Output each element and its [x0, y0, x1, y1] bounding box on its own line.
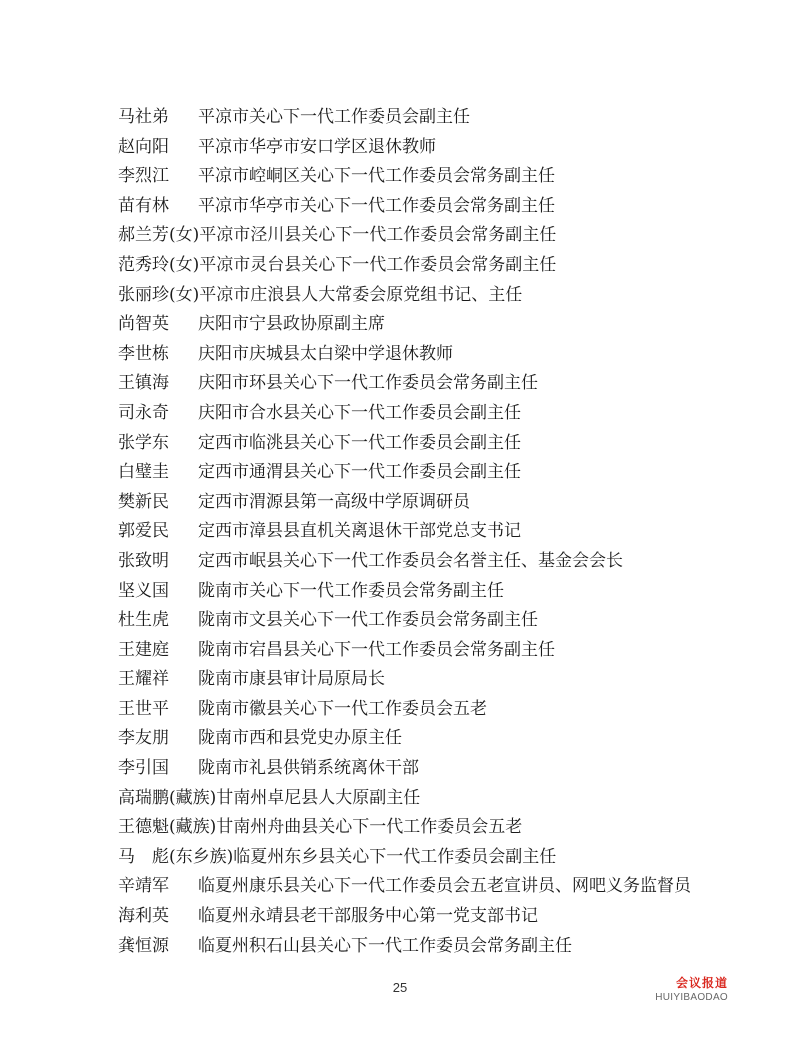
person-position: 定西市渭源县第一高级中学原调研员 [198, 491, 470, 512]
person-position: 平凉市关心下一代工作委员会副主任 [198, 107, 470, 127]
person-position: 定西市岷县关心下一代工作委员会名誉主任、基金会会长 [198, 550, 623, 571]
person-name: 杜生虎 [118, 610, 169, 631]
person-name: 李友朋 [118, 728, 169, 749]
person-position: 张丽珍(女)平凉市庄浪县人大常委会原党组书记、主任 [118, 284, 523, 305]
list-item [118, 192, 738, 222]
list-item [118, 310, 738, 340]
person-position: 庆阳市宁县政协原副主席 [198, 314, 385, 335]
person-position: 平凉市崆峒区关心下一代工作委员会常务副主任 [198, 166, 555, 187]
person-position: 临夏州永靖县老干部服务中心第一党支部书记 [198, 906, 538, 927]
person-name: 赵向阳 [118, 136, 169, 157]
list-item [118, 369, 738, 399]
list-item [118, 665, 738, 695]
list-item [118, 754, 738, 784]
person-name: 王镇海 [118, 373, 169, 394]
list-item [118, 251, 738, 281]
list-item [118, 488, 738, 518]
person-name: 李世栋 [118, 343, 169, 364]
person-position: 平凉市华亭市关心下一代工作委员会常务副主任 [198, 195, 555, 216]
list-item [118, 902, 738, 932]
person-name: 李烈江 [118, 166, 169, 187]
list-item [118, 340, 738, 370]
person-position: 定西市通渭县关心下一代工作委员会副主任 [198, 462, 521, 483]
person-position: 定西市漳县县直机关离退休干部党总支书记 [198, 521, 521, 542]
person-name: 海利英 [118, 906, 169, 927]
person-position: 陇南市礼县供销系统离休干部 [198, 758, 419, 779]
person-name: 李引国 [118, 758, 169, 779]
person-name: 张致明 [118, 550, 169, 571]
list-item [118, 281, 738, 311]
person-position: 陇南市康县审计局原局长 [198, 669, 385, 690]
list-item [118, 458, 738, 488]
person-position: 陇南市徽县关心下一代工作委员会五老 [198, 698, 487, 719]
list-item [118, 695, 738, 725]
honoree-list [118, 103, 738, 961]
person-position: 高瑞鹏(藏族)甘南州卓尼县人大原副主任 [118, 787, 421, 808]
brand-en: HUIYIBAODAO [655, 992, 728, 1003]
person-position: 庆阳市合水县关心下一代工作委员会副主任 [198, 402, 521, 423]
list-item [118, 517, 738, 547]
person-position: 定西市临洮县关心下一代工作委员会副主任 [198, 432, 521, 453]
person-position: 陇南市文县关心下一代工作委员会常务副主任 [198, 610, 538, 631]
person-position: 临夏州积石山县关心下一代工作委员会常务副主任 [198, 935, 572, 956]
list-item [118, 932, 738, 962]
person-position: 庆阳市环县关心下一代工作委员会常务副主任 [198, 373, 538, 394]
person-name: 马社弟 [118, 107, 169, 127]
list-item [118, 724, 738, 754]
person-name: 司永奇 [118, 402, 169, 423]
list-item [118, 813, 738, 843]
person-position: 临夏州康乐县关心下一代工作委员会五老宣讲员、网吧义务监督员 [198, 876, 691, 897]
person-name: 尚智英 [118, 314, 169, 335]
person-name: 王耀祥 [118, 669, 169, 690]
list-item [118, 221, 738, 251]
list-item [118, 606, 738, 636]
list-item [118, 577, 738, 607]
person-position: 陇南市宕昌县关心下一代工作委员会常务副主任 [198, 639, 555, 660]
person-position: 马 彪(东乡族)临夏州东乡县关心下一代工作委员会副主任 [118, 846, 557, 867]
person-name: 辛靖军 [118, 876, 169, 897]
brand-mark [655, 974, 728, 1003]
person-position: 平凉市华亭市安口学区退休教师 [198, 136, 436, 157]
person-name: 苗有林 [118, 195, 169, 216]
person-position: 郝兰芳(女)平凉市泾川县关心下一代工作委员会常务副主任 [118, 225, 557, 246]
person-name: 王建庭 [118, 639, 169, 660]
list-item [118, 872, 738, 902]
person-name: 樊新民 [118, 491, 169, 512]
list-item [118, 429, 738, 459]
person-position: 范秀玲(女)平凉市灵台县关心下一代工作委员会常务副主任 [118, 254, 557, 275]
brand-cn: 会议报道 [675, 976, 728, 990]
list-item [118, 636, 738, 666]
list-item [118, 843, 738, 873]
list-item [118, 133, 738, 163]
list-item [118, 399, 738, 429]
page-number: 25 [392, 980, 408, 995]
person-name: 龚恒源 [118, 935, 169, 956]
list-item [118, 103, 738, 133]
person-name: 白璧圭 [118, 462, 169, 483]
person-name: 郭爱民 [118, 521, 169, 542]
person-position: 王德魁(藏族)甘南州舟曲县关心下一代工作委员会五老 [118, 817, 523, 838]
person-name: 坚义国 [118, 580, 169, 601]
person-name: 张学东 [118, 432, 169, 453]
list-item [118, 547, 738, 577]
person-position: 陇南市关心下一代工作委员会常务副主任 [198, 580, 504, 601]
person-position: 庆阳市庆城县太白梁中学退休教师 [198, 343, 453, 364]
person-position: 陇南市西和县党史办原主任 [198, 728, 402, 749]
person-name: 王世平 [118, 698, 169, 719]
list-item [118, 784, 738, 814]
list-item [118, 162, 738, 192]
